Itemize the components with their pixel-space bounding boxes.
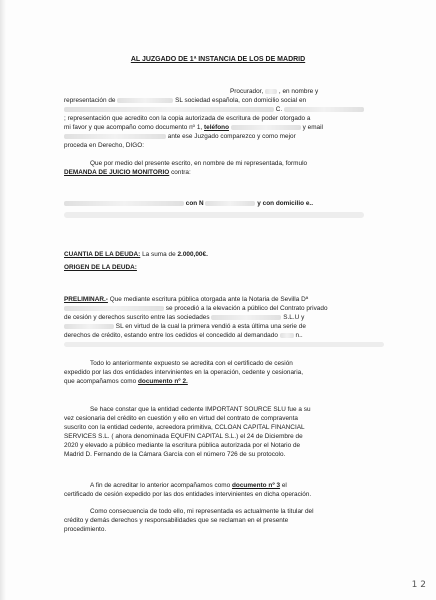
preliminar-label: PRELIMINAR.- bbox=[64, 296, 108, 303]
intro-email: y email bbox=[302, 124, 323, 131]
intro-en-nombre: , en nombre y bbox=[278, 88, 319, 95]
intro-representacion: representación de bbox=[64, 97, 116, 104]
preliminar-line-5 bbox=[64, 332, 303, 340]
intro-address-c: C. bbox=[275, 106, 283, 113]
documento-2: documento nº 2. bbox=[137, 378, 188, 385]
p3-line-3: suscrito con la entidad cedente, acreedora primitiva, CCLOAN CAPITAL FINANCIAL bbox=[64, 424, 305, 431]
p3-line-1: Se hace constar que la entidad cedente IMPORTANT SOURCE SLU fue a su bbox=[90, 406, 311, 413]
preliminar-line-3 bbox=[64, 314, 304, 322]
p3-line-5: 2020 y elevado a público mediante la escritura pública autorizada por el Notario de bbox=[64, 442, 301, 449]
p4-line-2: certificado de cesión expedido por las dos entidades intervinientes en dicha operación. bbox=[64, 491, 312, 498]
p5-line-1: Como consecuencia de todo ello, mi representada es actualmente la titular del bbox=[90, 508, 314, 515]
against-line bbox=[64, 200, 313, 208]
preliminar-line-1 bbox=[64, 296, 308, 304]
redaction bbox=[64, 134, 166, 139]
p3-line-6: Madrid D. Fernando de la Cámara García con el número 726 de su protocolo. bbox=[64, 451, 286, 458]
preliminar-text-5b: n.. bbox=[295, 332, 303, 339]
origen-label: ORIGEN DE LA DEUDA: bbox=[64, 264, 137, 271]
redaction bbox=[211, 315, 281, 320]
document-title: AL JUZGADO DE 1ª INSTANCIA DE LOS DE MADRID bbox=[130, 56, 306, 63]
intro-line-5 bbox=[64, 124, 323, 132]
intro-line-1 bbox=[230, 88, 318, 96]
page-number: 1 2 bbox=[411, 580, 426, 590]
p3-line-2: vez cesionaria del crédito en cuestión y ello en virtud del contrato de compraventa bbox=[64, 415, 298, 422]
p4-text-1a: A fin de acreditar lo anterior acompañamos como bbox=[90, 482, 231, 489]
preliminar-line-2 bbox=[64, 305, 328, 313]
redaction bbox=[64, 324, 114, 329]
demanda-juicio-monitorio: DEMANDA DE JUICIO MONITORIO bbox=[64, 169, 170, 176]
redaction bbox=[265, 89, 277, 94]
p2-line-2: expedido por las dos entidades intervinientes en la operación, cedente y cesionaria, bbox=[64, 369, 303, 376]
intro-line-7: proceda en Derecho, DIGO: bbox=[64, 142, 145, 149]
preliminar-text-5a: derechos de crédito, estando entre los cedidos el concedido al demandado bbox=[64, 332, 278, 339]
intro-comparezco: ante ese Juzgado comparezco y como mejor bbox=[167, 133, 296, 140]
documento-3: documento nº 3 bbox=[231, 482, 281, 489]
redaction bbox=[64, 201, 184, 206]
p2-line-3 bbox=[64, 378, 188, 386]
cuantia-line bbox=[64, 251, 208, 259]
redaction-block bbox=[64, 342, 384, 347]
intro-sociedad: SL sociedad española, con domicilio social en bbox=[175, 97, 307, 104]
intro-line-4: ; representación que acredito con la copia autorizada de escritura de poder otorgado a bbox=[64, 115, 311, 122]
redaction bbox=[231, 125, 301, 130]
p1-line-2 bbox=[64, 169, 191, 177]
redaction bbox=[117, 98, 173, 103]
intro-telefono: teléfono bbox=[204, 124, 230, 131]
preliminar-text-1: Que mediante escritura pública otorgada ante la Notaria de Sevilla Dª bbox=[109, 296, 309, 303]
p4-text-1c: el bbox=[281, 482, 287, 489]
preliminar-text-2: se procedió a la elevación a público del Contrato privado bbox=[165, 305, 328, 312]
p2-text-3a: que acompañamos como bbox=[64, 378, 137, 385]
redaction bbox=[64, 306, 164, 311]
redaction bbox=[205, 201, 255, 206]
p5-line-3: procedimiento. bbox=[64, 526, 107, 533]
cuantia-label: CUANTIA DE LA DEUDA: bbox=[64, 251, 141, 258]
p5-line-2: crédito y demás derechos y responsabilidades que se reclaman en el presente bbox=[64, 517, 289, 524]
redaction-block bbox=[64, 212, 364, 218]
scan-edge-shadow bbox=[0, 0, 6, 600]
intro-procurador: Procurador, bbox=[230, 88, 264, 95]
cuantia-text: La suma de bbox=[142, 251, 176, 258]
preliminar-text-4: SL en virtud de la cual la primera vendió a esta última una serie de bbox=[115, 323, 306, 330]
redaction bbox=[64, 107, 274, 112]
preliminar-text-3a: de cesión y derechos suscrito entre las sociedades bbox=[64, 314, 210, 321]
p2-line-1: Todo lo anteriormente expuesto se acredita con el certificado de cesión bbox=[90, 360, 293, 367]
against-domicilio: y con domicilio e.. bbox=[257, 200, 314, 207]
p3-line-4: SERVICES S.L. ( ahora denominada EQUFIN CAPITAL S.L.) el 24 de Diciembre de bbox=[64, 433, 303, 440]
against-con: con N bbox=[185, 200, 204, 207]
redaction bbox=[284, 107, 364, 112]
intro-line-3 bbox=[64, 106, 364, 114]
intro-documento-1: mi favor y que acompaño como documento nº 1, bbox=[64, 124, 203, 131]
cuantia-amount: 2.000,00€. bbox=[177, 251, 208, 258]
redaction bbox=[280, 333, 294, 338]
p1-line-1: Que por medio del presente escrito, en nombre de mi representada, formulo bbox=[90, 160, 308, 167]
p4-line-1 bbox=[90, 482, 287, 490]
p1-contra: contra: bbox=[169, 169, 191, 176]
intro-line-2 bbox=[64, 97, 306, 105]
intro-line-6 bbox=[64, 133, 296, 141]
preliminar-line-4 bbox=[64, 323, 306, 331]
preliminar-text-3b: S.L.U y bbox=[283, 314, 305, 321]
